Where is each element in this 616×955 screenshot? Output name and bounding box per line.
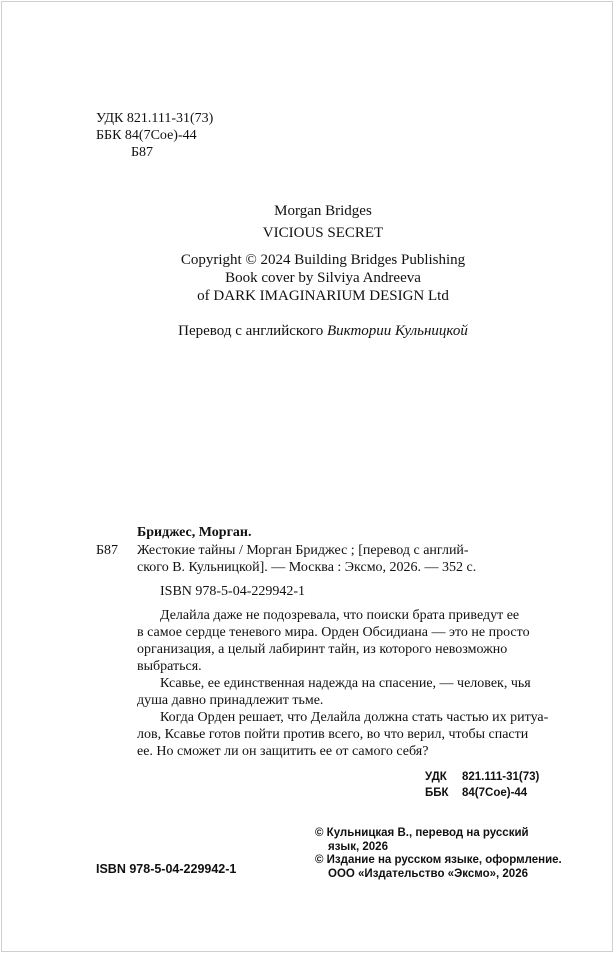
copyright-line-2: Book cover by Silviya Andreeva [225, 270, 421, 286]
annotation-line-4: выбраться. [137, 659, 202, 674]
annotation-line-7: Когда Орден решает, что Делайла должна стать частью их ритуа- [160, 710, 549, 725]
bbk-code: ББК 84(7Сое)-44 [96, 128, 197, 143]
footer-copyright-line-2: язык, 2026 [328, 841, 388, 853]
catalog-bbk-value: 84(7Сое)-44 [462, 787, 528, 799]
page-frame [1, 1, 613, 952]
original-author: Morgan Bridges [274, 203, 372, 219]
author-mark: Б87 [131, 145, 154, 160]
annotation-line-2: в самое сердце теневого мира. Орден Обсидиана — это не просто [137, 625, 530, 640]
copyright-line-3: of DARK IMAGINARIUM DESIGN Ltd [197, 288, 449, 304]
catalog-mark: Б87 [96, 543, 119, 558]
udk-code: УДК 821.111-31(73) [96, 111, 214, 126]
annotation-line-5: Ксавье, ее единственная надежда на спасение, — человек, чья [160, 676, 531, 691]
catalog-udk-label: УДК [425, 771, 447, 783]
annotation-line-6: душа давно принадлежит тьме. [137, 693, 324, 708]
annotation-line-1: Делайла даже не подозревала, что поиски брата приведут ее [160, 608, 520, 623]
annotation-line-9: ее. Но сможет ли он защитить ее от самого себя? [137, 744, 429, 759]
translation-prefix: Перевод с английского [178, 323, 324, 339]
annotation-line-3: организация, а целый лабиринт тайн, из которого невозможно [137, 642, 508, 657]
catalog-isbn: ISBN 978-5-04-229942-1 [160, 584, 306, 599]
catalog-entry-line-2: ского В. Кульницкой]. — Москва : Эксмо, 2026. — 352 с. [137, 560, 477, 575]
copyright-line-1: Copyright © 2024 Building Bridges Publishing [180, 252, 466, 268]
annotation-line-8: лов, Ксавье готов пойти против всего, во что верил, чтобы спасти [137, 727, 529, 742]
translator-name: Виктории Кульницкой [326, 323, 468, 339]
footer-copyright-line-4: ООО «Издательство «Эксмо», 2026 [328, 868, 528, 880]
catalog-udk-value: 821.111-31(73) [462, 771, 540, 783]
catalog-bbk-label: ББК [425, 787, 449, 799]
footer-isbn: ISBN 978-5-04-229942-1 [96, 862, 237, 876]
original-title: VICIOUS SECRET [262, 225, 384, 241]
catalog-heading: Бриджес, Морган. [137, 525, 252, 540]
footer-copyright-line-3: © Издание на русском языке, оформление. [315, 854, 562, 866]
catalog-entry-line-1: Жестокие тайны / Морган Бриджес ; [перевод с англий- [137, 543, 469, 558]
translation-credit [15, 322, 616, 340]
footer-copyright-line-1: © Кульницкая В., перевод на русский [315, 827, 529, 839]
